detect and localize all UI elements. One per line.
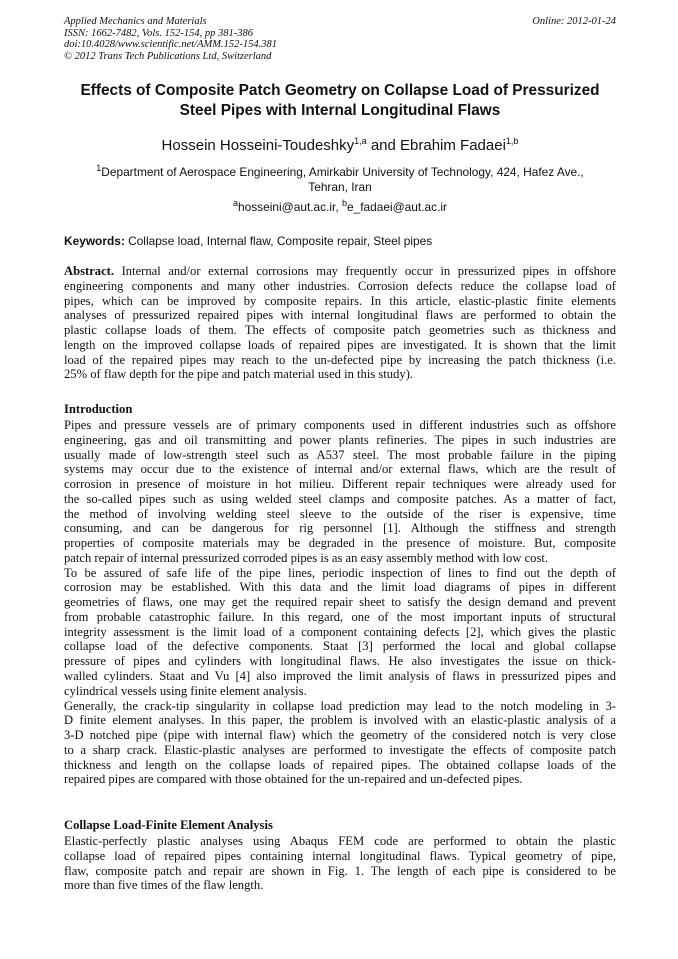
author-2: Ebrahim Fadaei xyxy=(400,137,506,154)
keywords-text: Collapse load, Internal flaw, Composite repair, Steel pipes xyxy=(124,234,433,248)
author-1: Hossein Hosseini-Toudeshky xyxy=(161,137,355,154)
fea-heading: Collapse Load-Finite Element Analysis xyxy=(64,818,273,832)
email-marker-b: b xyxy=(341,198,347,209)
abstract-line: Abstract. Internal and/or external corrosions may frequently occur in pressurized pipes in offshore xyxy=(64,264,616,278)
issn-line: ISSN: 1662-7482, Vols. 152-154, pp 381-386 xyxy=(64,27,253,39)
body-line: properties of composite materials may be degraded in the presence of moisture. But, composite xyxy=(64,536,616,551)
body-line: To be assured of safe life of the pipe lines, periodic inspection of lines to find out the depth of xyxy=(64,565,616,580)
body-line: more than five times of the flaw length. xyxy=(64,878,264,893)
abstract-line: length on the improved collapse loads of repaired pipes are investigated. It is shown that the limit xyxy=(64,337,616,352)
body-line: flaw, composite patch and repair are shown in Fig. 1. The length of each pipe is considered to be xyxy=(64,863,616,878)
affiliation-line-1: Department of Aerospace Engineering, Amirkabir University of Technology, 424, Hafez Ave., xyxy=(101,165,584,179)
body-line: D finite element analyses. In this paper, the problem is involved with an elastic-plastic analysis of a xyxy=(64,713,616,728)
abstract-label: Abstract. xyxy=(64,264,115,278)
abstract-line: analyses of pressurized repaired pipes with internal longitudinal flaws are performed to obtain the xyxy=(64,308,616,323)
journal-header xyxy=(64,16,616,66)
introduction-heading: Introduction xyxy=(64,402,133,416)
affiliation-line-2: Tehran, Iran xyxy=(308,180,372,194)
introduction-body xyxy=(64,418,616,787)
author-separator: and xyxy=(366,137,401,154)
title-line-1: Effects of Composite Patch Geometry on Collapse Load of Pressurized xyxy=(80,82,600,99)
author-2-affiliation: 1,b xyxy=(505,136,519,146)
body-line: thickness and length on the collapse loads of repaired pipes. The obtained collapse loads of the xyxy=(64,757,616,772)
body-line: repaired pipes are compared with those obtained for the un-repaired and un-defected pipes. xyxy=(64,772,523,787)
journal-name: Applied Mechanics and Materials xyxy=(64,16,207,27)
email-b: e_fadaei@aut.ac.ir xyxy=(346,200,447,214)
abstract-line: pipes, which can be improved by composite repairs. In this article, elastic-plastic finite elements xyxy=(64,293,616,308)
author-list xyxy=(40,136,640,156)
affiliation-marker: 1 xyxy=(96,163,102,174)
body-line: the so-called pipes such as using welded steel clamps and composite patches. As a matter of fact, xyxy=(64,491,616,506)
abstract-line: 25% of flaw depth for the pipe and patch material used in this study). xyxy=(64,367,414,382)
fea-body xyxy=(64,834,616,893)
body-line: integrity assessment is the limit load of a component containing defects [2], which gives the plastic xyxy=(64,624,616,639)
body-line: 3-D notched pipe (pipe with internal flaw) which the geometry of the considered notch is very close xyxy=(64,728,616,743)
abstract-line: plastic collapse loads of them. The effects of composite patch geometries such as thickness and xyxy=(64,323,616,338)
affiliation xyxy=(64,165,616,195)
body-line: pressure of pipes and cylinders with longitudinal flaws. He also investigates the issue on thick- xyxy=(64,654,616,669)
keywords-label: Keywords: xyxy=(64,234,125,248)
email-a: hosseini@aut.ac.ir, xyxy=(238,200,342,214)
body-line: to a sharp crack. Elastic-plastic analyses are performed to investigate the effects of composite patch xyxy=(64,742,616,757)
body-line: Elastic-perfectly plastic analyses using Abaqus FEM code are performed to obtain the plastic xyxy=(64,834,616,848)
author-emails xyxy=(64,200,616,215)
paper-title xyxy=(40,81,640,121)
title-line-2: Steel Pipes with Internal Longitudinal Flaws xyxy=(179,102,501,119)
body-line: collapse load of repaired pipes containing internal longitudinal flaws. Typical geometry of pipe, xyxy=(64,848,616,863)
online-date: Online: 2012-01-24 xyxy=(532,16,616,27)
abstract-line: engineering components and many other industries. Corrosion defects reduce the collapse load of xyxy=(64,278,616,293)
copyright-line: © 2012 Trans Tech Publications Ltd, Switzerland xyxy=(64,50,272,62)
body-line: from probable catastrophic failure. In this regard, one of the most important inputs of structural xyxy=(64,609,616,624)
body-line: consuming, and can be dangerous for rig personnel [1]. Although the stiffness and strength xyxy=(64,521,616,536)
body-line: corrosion in presence of moisture in hot milieu. Different repair techniques were already used for xyxy=(64,477,616,492)
body-line: Generally, the crack-tip singularity in collapse load prediction may lead to the notch modeling in 3- xyxy=(64,698,616,713)
body-line: collapse load of the defective components. Staat [3] performed the local and global collapse xyxy=(64,639,616,654)
body-line: cylindrical vessels using finite element analysis. xyxy=(64,683,307,698)
body-line: patch repair of internal pressurized corroded pipes is as an easy assembly method with low cost. xyxy=(64,550,549,565)
keywords xyxy=(64,234,616,249)
body-line: the method of involving welding steel sleeve to the outside of the riser is expensive, time xyxy=(64,506,616,521)
body-line: walled cylinders. Staat and Vu [4] also improved the limit analysis of flaws in pressurized pipes and xyxy=(64,669,616,684)
body-line: usually made of low-strength steel such as A537 steel. The most probable failure in the piping xyxy=(64,447,616,462)
body-line: Pipes and pressure vessels are of primary components used in different industries such as offshore xyxy=(64,418,616,432)
doi-line: doi:10.4028/www.scientific.net/AMM.152-154.381 xyxy=(64,39,277,50)
email-marker-a: a xyxy=(233,198,239,209)
body-line: geometries of flaws, one may get the required repair sheet to satisfy the design demand and prevent xyxy=(64,595,616,610)
abstract-line: load of the repaired pipes may reach to the un-defected pipe by increasing the patch thickness (i.e. xyxy=(64,352,616,367)
body-line: systems may occur due to the existence of internal and/or external flaws, which are the result of xyxy=(64,462,616,477)
abstract xyxy=(64,264,616,382)
author-1-affiliation: 1,a xyxy=(354,136,367,146)
body-line: engineering, gas and oil transmitting and power plants refineries. The pipes in such industries are xyxy=(64,432,616,447)
body-line: corrosion may be established. With this data and the limit load diagrams of pipes in different xyxy=(64,580,616,595)
